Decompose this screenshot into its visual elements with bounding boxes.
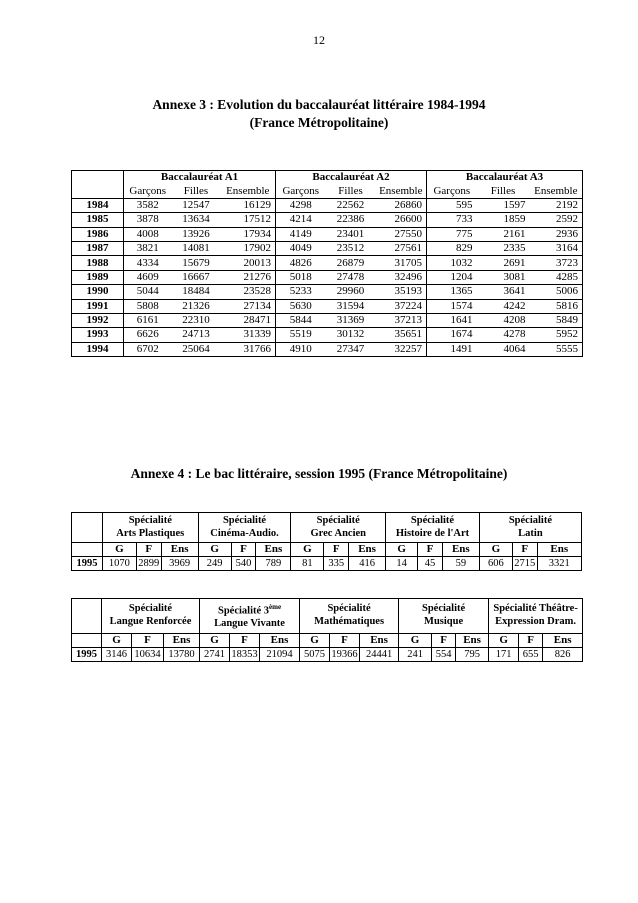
table-cell: 2592 <box>530 213 583 227</box>
specialite-line1-text: Spécialité 3 <box>217 605 270 617</box>
specialite-line1-text: Spécialité <box>128 603 173 615</box>
table-cell: 23528 <box>221 285 276 299</box>
specialite-line1-text: Spécialité <box>222 515 267 526</box>
gfe-header: Ens <box>349 543 386 557</box>
specialite-header-row <box>72 599 583 634</box>
table-cell: 30132 <box>326 328 376 342</box>
table-cell: 37224 <box>376 299 427 313</box>
gfe-header: Ens <box>537 543 581 557</box>
table-cell: 3641 <box>477 285 530 299</box>
gfe-header: G <box>386 543 418 557</box>
table-cell: 81 <box>291 557 324 571</box>
table-cell: 1641 <box>427 313 477 327</box>
gfe-header: Ens <box>161 543 198 557</box>
specialite-line2: Langue Vivante <box>214 618 285 629</box>
gfe-header: F <box>231 543 256 557</box>
table-cell: 21094 <box>260 647 300 661</box>
subheader: Filles <box>490 184 516 197</box>
table-cell: 5844 <box>276 313 326 327</box>
table-cell: 26879 <box>326 256 376 270</box>
specialite-line1-text: Spécialité <box>410 515 455 526</box>
table-cell: 1859 <box>477 213 530 227</box>
table-row <box>72 241 583 255</box>
table-cell: 27561 <box>376 241 427 255</box>
specialite-line1 <box>291 515 385 528</box>
table-cell: 4910 <box>276 342 326 356</box>
specialite-header <box>386 513 480 543</box>
subheader: Ensemble <box>534 184 578 197</box>
table-cell: 4214 <box>276 213 326 227</box>
specialite-line2: Musique <box>424 615 464 627</box>
table-cell: 5044 <box>124 285 172 299</box>
subheader-row <box>72 184 583 198</box>
specialite-superscript: ème <box>269 603 282 611</box>
table-cell: 5816 <box>530 299 583 313</box>
row-year: 1990 <box>72 285 124 299</box>
specialite-line1 <box>300 603 398 616</box>
specialite-line2: Arts Plastiques <box>116 527 185 539</box>
table-cell: 31339 <box>221 328 276 342</box>
table-cell: 17934 <box>221 227 276 241</box>
table-cell: 31369 <box>326 313 376 327</box>
gfe-header: Ens <box>256 543 291 557</box>
table-cell: 826 <box>543 647 583 661</box>
gfe-header: Ens <box>442 543 479 557</box>
table-cell: 26860 <box>376 198 427 212</box>
gfe-header: G <box>300 633 330 647</box>
annexe4-table-2-body <box>72 599 583 662</box>
table-cell: 27550 <box>376 227 427 241</box>
table-cell: 2715 <box>514 558 536 569</box>
row-year: 1995 <box>72 647 102 661</box>
table-cell: 733 <box>427 213 477 227</box>
specialite-header <box>102 513 198 543</box>
table-cell: 16667 <box>172 270 221 284</box>
row-year: 1985 <box>72 213 124 227</box>
table-cell: 3164 <box>530 241 583 255</box>
table-row <box>72 299 583 313</box>
gfe-header: F <box>432 633 456 647</box>
specialite-line1-text: Spécialité <box>316 515 360 526</box>
table-cell: 22310 <box>172 313 221 327</box>
table-cell: 29960 <box>326 285 376 299</box>
table-cell: 4826 <box>276 256 326 270</box>
gfe-header: G <box>399 633 432 647</box>
table-cell: 3878 <box>124 213 172 227</box>
row-year: 1992 <box>72 313 124 327</box>
table-cell: 655 <box>519 647 543 661</box>
table-cell: 17902 <box>221 241 276 255</box>
table-cell: 6702 <box>124 342 172 356</box>
specialite-header <box>198 513 291 543</box>
specialite-line2: Cinéma-Audio. <box>210 527 279 539</box>
subheader: Filles <box>338 184 363 197</box>
table-cell: 2192 <box>530 198 583 212</box>
gfe-header: G <box>102 633 132 647</box>
table-cell: 5849 <box>530 313 583 327</box>
group-header-a2: Baccalauréat A2 <box>276 171 427 185</box>
corner-cell <box>72 171 124 185</box>
gfe-header: F <box>512 543 537 557</box>
annexe3-table <box>71 170 583 357</box>
table-cell: 32496 <box>376 270 427 284</box>
annexe4-table-1-body <box>72 513 582 571</box>
gfe-header: Ens <box>456 633 489 647</box>
table-row <box>72 328 583 342</box>
table-cell: 1070 <box>102 557 136 571</box>
table-cell: 4149 <box>276 227 326 241</box>
specialite-line2: Expression Dram. <box>495 615 577 627</box>
annexe4-title: Annexe 4 : Le bac littéraire, session 1995 (France Métropolitaine) <box>130 466 508 481</box>
gfe-header: F <box>330 633 360 647</box>
subheader: Garçons <box>129 184 167 197</box>
gfe-header: G <box>291 543 324 557</box>
table-cell: 37213 <box>376 313 427 327</box>
table-cell: 1574 <box>427 299 477 313</box>
row-year: 1984 <box>72 198 124 212</box>
table-cell: 540 <box>231 557 256 571</box>
gfe-header-row <box>72 633 583 647</box>
table-row <box>72 313 583 327</box>
gfe-header: G <box>489 633 519 647</box>
table-cell: 28471 <box>221 313 276 327</box>
table-cell: 4242 <box>477 299 530 313</box>
specialite-header <box>200 599 300 634</box>
row-year: 1995 <box>72 557 103 571</box>
row-year: 1993 <box>72 328 124 342</box>
table-cell: 4278 <box>477 328 530 342</box>
row-year: 1991 <box>72 299 124 313</box>
table-cell: 5808 <box>124 299 172 313</box>
specialite-line1 <box>102 603 199 616</box>
table-cell: 35193 <box>376 285 427 299</box>
specialite-line1-text: Spécialité <box>508 515 553 526</box>
gfe-header: G <box>200 633 230 647</box>
gfe-header: Ens <box>360 633 399 647</box>
table-cell: 2741 <box>200 647 230 661</box>
table-cell: 16129 <box>221 198 276 212</box>
table-cell: 5006 <box>530 285 583 299</box>
table-cell: 2899 <box>138 558 160 569</box>
corner-cell-2 <box>72 184 124 198</box>
table-cell: 24713 <box>172 328 221 342</box>
table-row <box>72 198 583 212</box>
table-cell: 4285 <box>530 270 583 284</box>
table-cell: 775 <box>427 227 477 241</box>
gfe-header: F <box>418 543 443 557</box>
specialite-line1-text: Spécialité Théâtre- <box>493 603 578 615</box>
row-year: 1994 <box>72 342 124 356</box>
table-cell: 22562 <box>326 198 376 212</box>
gfe-header: F <box>132 633 164 647</box>
table-cell: 1597 <box>477 198 530 212</box>
subheader: Garçons <box>433 184 471 197</box>
table-cell: 12547 <box>172 198 221 212</box>
table-cell: 2936 <box>530 227 583 241</box>
table-cell: 5519 <box>276 328 326 342</box>
table-cell: 21276 <box>221 270 276 284</box>
table-row <box>72 342 583 356</box>
group-header-a1: Baccalauréat A1 <box>124 171 276 185</box>
table-cell: 19366 <box>331 648 358 660</box>
table-cell: 21326 <box>172 299 221 313</box>
table-cell: 2335 <box>477 241 530 255</box>
row-year: 1988 <box>72 256 124 270</box>
table-cell: 5233 <box>276 285 326 299</box>
gfe-header: Ens <box>164 633 200 647</box>
table-cell: 3723 <box>530 256 583 270</box>
table-cell: 5555 <box>530 342 583 356</box>
corner-cell <box>72 513 103 543</box>
table-cell: 4049 <box>276 241 326 255</box>
table-cell: 3582 <box>124 198 172 212</box>
specialite-line1-text: Spécialité <box>422 603 466 615</box>
specialite-header <box>479 513 581 543</box>
gfe-header: Ens <box>543 633 583 647</box>
table-cell: 6626 <box>124 328 172 342</box>
table-row <box>72 285 583 299</box>
table-row <box>72 213 583 227</box>
table-cell: 22386 <box>326 213 376 227</box>
corner-cell-2 <box>72 543 103 557</box>
table-cell: 2161 <box>477 227 530 241</box>
group-header-row <box>72 171 583 185</box>
table-cell: 5630 <box>276 299 326 313</box>
table-cell: 26600 <box>376 213 427 227</box>
table-cell: 416 <box>349 557 386 571</box>
gfe-header: G <box>198 543 231 557</box>
gfe-header: Ens <box>260 633 300 647</box>
table-cell: 31705 <box>376 256 427 270</box>
gfe-header: F <box>230 633 260 647</box>
table-cell: 27347 <box>326 342 376 356</box>
corner-cell <box>72 599 102 634</box>
table-cell: 4064 <box>477 342 530 356</box>
gfe-header: G <box>479 543 512 557</box>
table-cell: 171 <box>489 647 519 661</box>
table-cell: 45 <box>418 557 443 571</box>
specialite-header <box>291 513 386 543</box>
table-cell: 31766 <box>221 342 276 356</box>
annexe4-table-1 <box>71 512 582 571</box>
specialite-line1-text: Spécialité <box>128 515 172 526</box>
table-cell: 1032 <box>427 256 477 270</box>
table-cell: 3146 <box>102 647 132 661</box>
gfe-header-row <box>72 543 582 557</box>
table-cell: 6161 <box>124 313 172 327</box>
table-cell: 17512 <box>221 213 276 227</box>
table-cell: 4298 <box>276 198 326 212</box>
table-cell: 20013 <box>221 256 276 270</box>
specialite-header <box>300 599 399 634</box>
specialite-line1 <box>480 515 581 528</box>
specialite-line1 <box>386 515 479 528</box>
subheader: Filles <box>183 184 209 197</box>
table-cell: 795 <box>456 647 489 661</box>
table-cell: 27134 <box>221 299 276 313</box>
gfe-header: G <box>102 543 136 557</box>
table-cell: 18484 <box>172 285 221 299</box>
table-cell: 5018 <box>276 270 326 284</box>
annexe3-title <box>0 96 638 132</box>
page-number: 12 <box>313 33 325 47</box>
table-cell: 13780 <box>164 647 200 661</box>
table-cell: 5075 <box>300 647 330 661</box>
table-cell: 4334 <box>124 256 172 270</box>
table-cell: 1365 <box>427 285 477 299</box>
table-cell: 595 <box>427 198 477 212</box>
table-cell: 554 <box>432 647 456 661</box>
table-cell: 32257 <box>376 342 427 356</box>
table-cell: 14081 <box>172 241 221 255</box>
table-cell: 5952 <box>530 328 583 342</box>
specialite-line1-text: Spécialité <box>327 603 371 615</box>
specialite-header-row <box>72 513 582 543</box>
table-cell: 829 <box>427 241 477 255</box>
table-cell: 1204 <box>427 270 477 284</box>
data-row <box>72 647 583 661</box>
subheader: Garçons <box>282 184 320 197</box>
specialite-header <box>102 599 200 634</box>
specialite-line2: Grec Ancien <box>310 527 367 539</box>
gfe-header: F <box>136 543 161 557</box>
annexe3-title-line1: Annexe 3 : Evolution du baccalauréat littéraire 1984-1994 <box>152 97 486 112</box>
table-cell: 10634 <box>132 647 164 661</box>
specialite-line1 <box>399 603 488 616</box>
table-cell: 4208 <box>477 313 530 327</box>
table-cell: 789 <box>256 557 291 571</box>
specialite-header <box>489 599 583 634</box>
table-cell: 3821 <box>124 241 172 255</box>
specialite-line2: Langue Renforcée <box>109 615 192 627</box>
table-cell: 59 <box>442 557 479 571</box>
table-row <box>72 270 583 284</box>
table-cell: 606 <box>479 557 512 571</box>
specialite-line2: Mathématiques <box>314 615 385 627</box>
row-year: 1989 <box>72 270 124 284</box>
table-cell: 1674 <box>427 328 477 342</box>
specialite-line1 <box>103 515 198 528</box>
row-year: 1986 <box>72 227 124 241</box>
table-cell: 2691 <box>477 256 530 270</box>
table-cell: 23512 <box>326 241 376 255</box>
specialite-line1 <box>200 601 299 618</box>
specialite-line1 <box>199 515 291 528</box>
table-cell: 241 <box>399 647 432 661</box>
annexe3-table-body <box>72 198 583 356</box>
subheader: Ensemble <box>221 184 276 198</box>
table-row <box>72 256 583 270</box>
group-header-a3: Baccalauréat A3 <box>465 171 544 184</box>
table-cell: 3321 <box>537 557 581 571</box>
table-cell: 18353 <box>231 648 258 660</box>
table-cell: 4609 <box>124 270 172 284</box>
table-cell: 31594 <box>326 299 376 313</box>
table-cell: 14 <box>386 557 418 571</box>
table-cell: 249 <box>198 557 231 571</box>
table-cell: 13926 <box>172 227 221 241</box>
table-cell: 24441 <box>360 647 399 661</box>
gfe-header: F <box>519 633 543 647</box>
row-year: 1987 <box>72 241 124 255</box>
table-cell: 1491 <box>427 342 477 356</box>
table-cell: 35651 <box>376 328 427 342</box>
table-cell: 13634 <box>172 213 221 227</box>
table-cell: 15679 <box>172 256 221 270</box>
annexe4-table-2 <box>71 598 583 662</box>
data-row <box>72 557 582 571</box>
table-cell: 3081 <box>477 270 530 284</box>
table-cell: 4008 <box>124 227 172 241</box>
gfe-header: F <box>324 543 349 557</box>
specialite-line2: Histoire de l'Art <box>395 527 470 539</box>
specialite-header <box>399 599 489 634</box>
specialite-line2: Latin <box>518 527 543 539</box>
specialite-line1 <box>489 603 582 616</box>
table-cell: 335 <box>324 557 349 571</box>
subheader: Ensemble <box>376 184 427 198</box>
corner-cell-2 <box>72 633 102 647</box>
table-cell: 23401 <box>326 227 376 241</box>
table-cell: 25064 <box>172 342 221 356</box>
table-cell: 3969 <box>161 557 198 571</box>
table-row <box>72 227 583 241</box>
annexe3-title-line2: (France Métropolitaine) <box>249 115 389 130</box>
table-cell: 27478 <box>326 270 376 284</box>
